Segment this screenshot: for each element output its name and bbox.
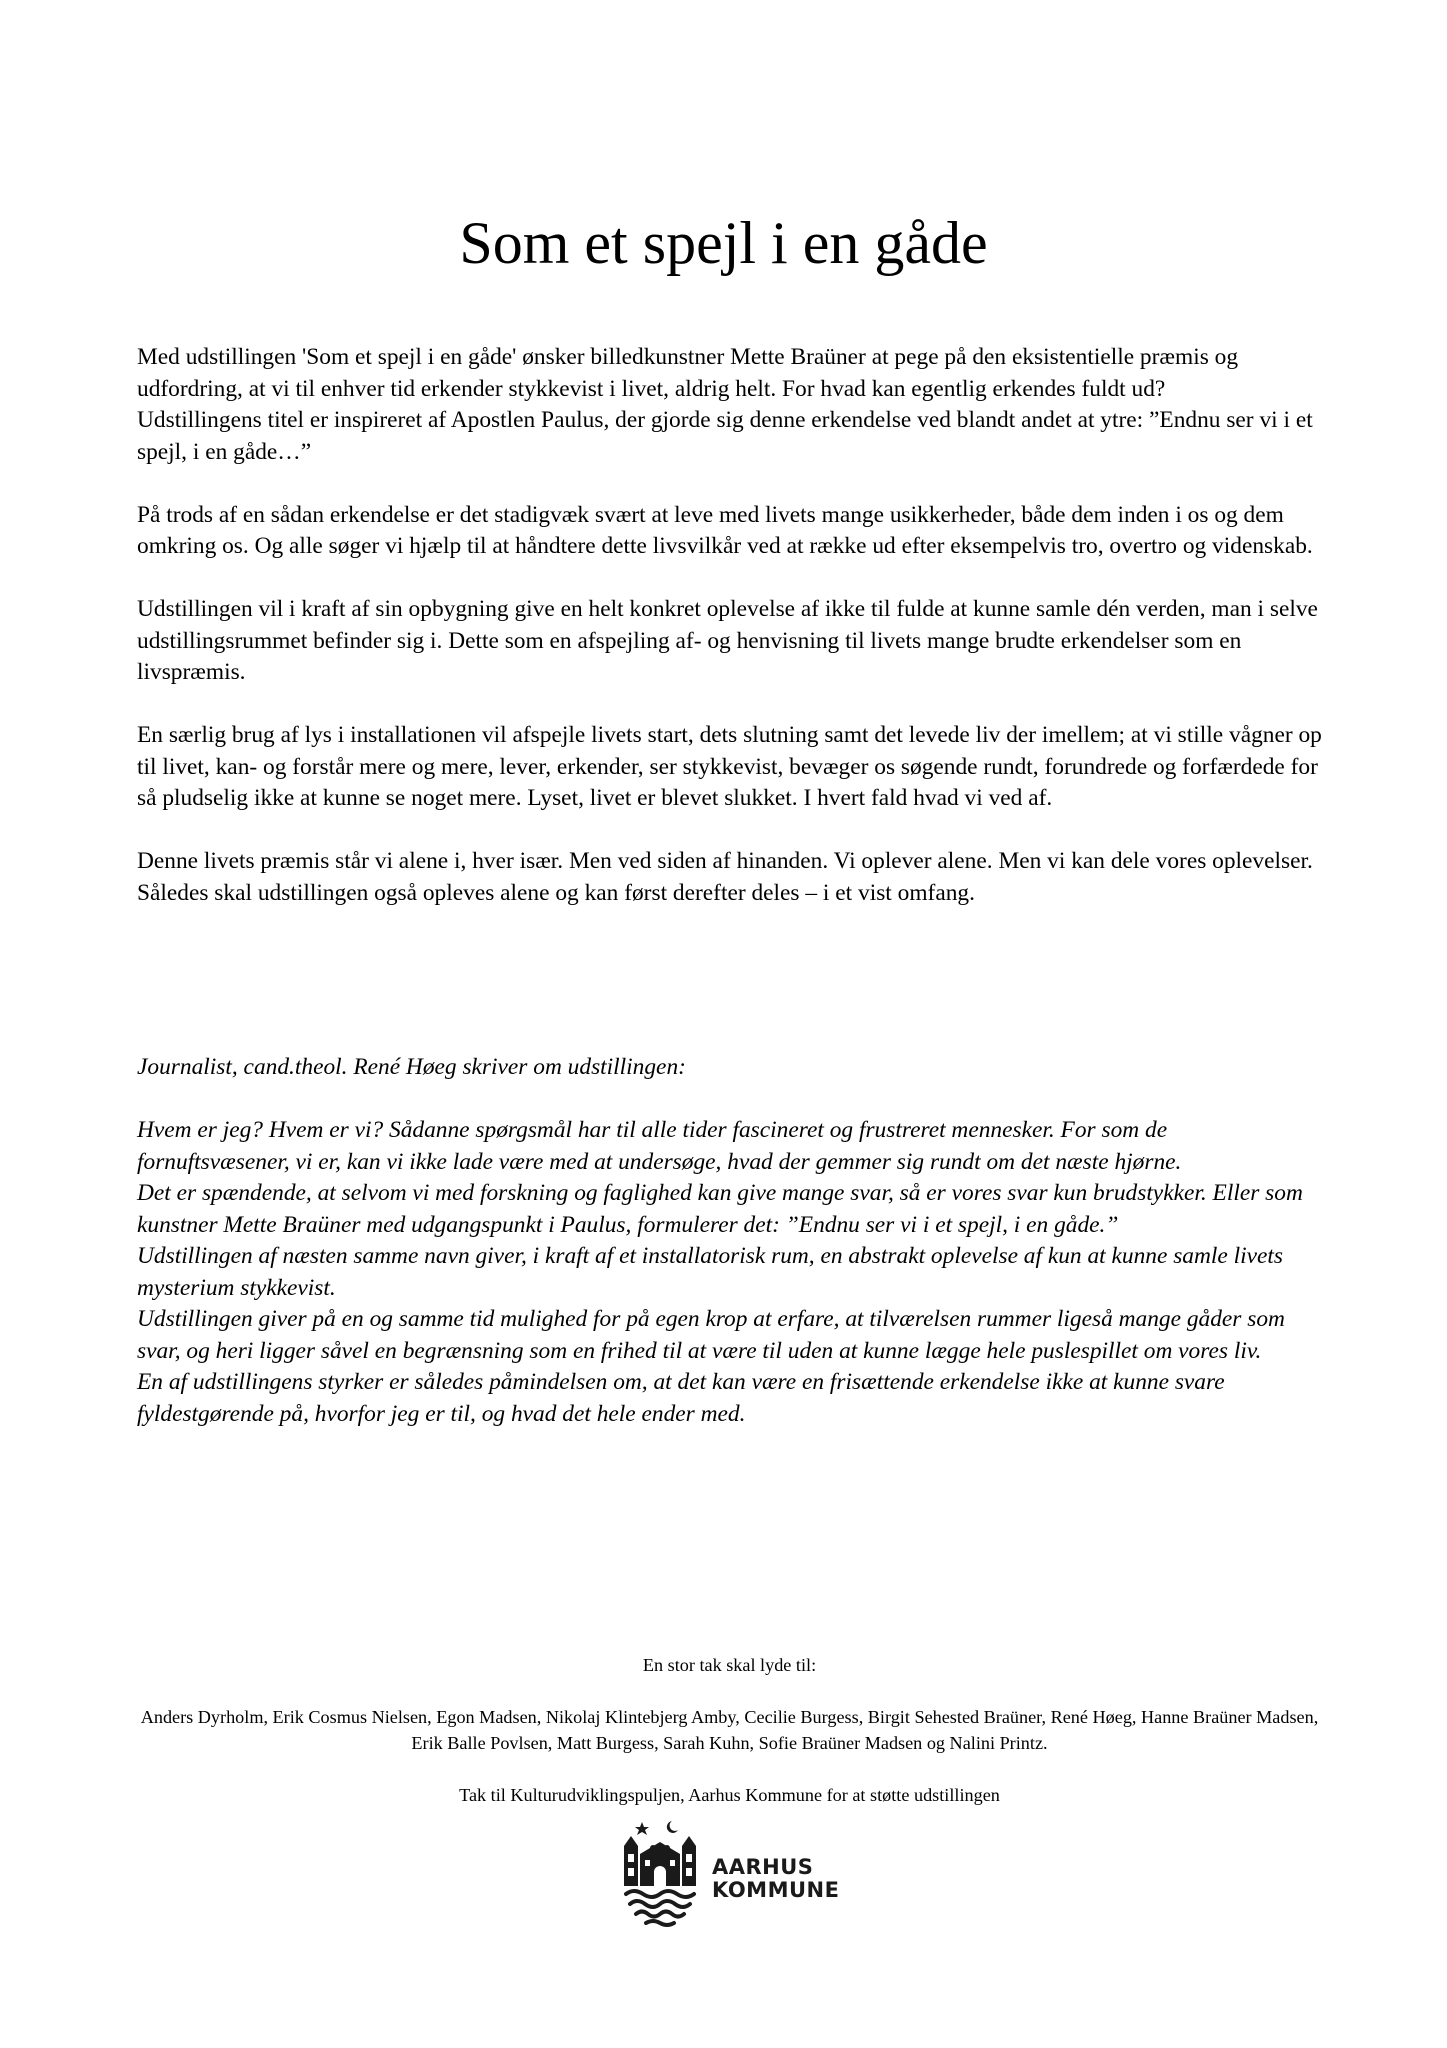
- logo-line-kommune: KOMMUNE: [712, 1878, 840, 1902]
- acknowledgements: [137, 1652, 1322, 1808]
- paragraph-title-origin: Udstillingens titel er inspireret af Apostlen Paulus, der gjorde sig denne erkendelse ved blandt andet at ytre: ”Endnu ser vi i et spejl, i en gåde…”: [137, 407, 1313, 465]
- logo-line-aarhus: AARHUS: [712, 1855, 814, 1879]
- paragraph-gap: [137, 563, 1322, 595]
- document-body: [137, 342, 1322, 909]
- paragraph-light: En særlig brug af lys i installationen vil afspejle livets start, dets slutning samt det levede liv der imellem; at vi stille vågner op til livet, kan- og forstår mere og mere, lever, erkender, ser stykkevist, bevæger os søgende rundt, forundrede og forfærdede for så pludselig ikke at kunne se noget mere. Lyset, livet er blevet slukket. I hvert fald hvad vi ved af.: [137, 722, 1322, 811]
- quote-line: Hvem er jeg? Hvem er vi? Sådanne spørgsmål har til alle tider fascineret og frustreret mennesker. For som de fornuftsvæsener, vi er, kan vi ikke lade være med at undersøge, hvad der gemmer sig rundt om det næste hjørne.: [137, 1117, 1182, 1175]
- paragraph-uncertainty: På trods af en sådan erkendelse er det stadigvæk svært at leve med livets mange usikkerheder, både dem inden i os og dem omkring os. Og alle søger vi hjælp til at håndtere dette livsvilkår ved at række ud efter eksempelvis tro, overtro og videnskab.: [137, 501, 1313, 559]
- document-title: Som et spejl i en gåde: [459, 210, 988, 276]
- paragraph-gap: [137, 689, 1322, 721]
- paragraph-gap: [137, 468, 1322, 500]
- paragraph-intro: Med udstillingen 'Som et spejl i en gåde' ønsker billedkunstner Mette Braüner at pege på den eksistentielle præmis og udfordring, at vi til enhver tid erkender stykkevist i livet, aldrig helt. For hvad kan egentlig erkendes fuldt ud?: [137, 344, 1239, 402]
- quote-line: Udstillingen af næsten samme navn giver, i kraft af et installatorisk rum, en abstrakt oplevelse af kun at kunne samle livets mysterium stykkevist.: [137, 1243, 1283, 1301]
- quote-line: Det er spændende, at selvom vi med forskning og faglighed kan give mange svar, så er vores svar kun brudstykker. Eller som kunstner Mette Braüner med udgangspunkt i Paulus, formulerer det: ”Endnu ser vi i et spejl, i en gåde.”: [137, 1180, 1303, 1238]
- quote-intro: Journalist, cand.theol. René Høeg skriver om udstillingen:: [137, 1054, 686, 1080]
- aarhus-coat-of-arms-icon: [620, 1818, 700, 1928]
- thanks-heading: En stor tak skal lyde til:: [642, 1655, 817, 1675]
- paragraph-alone: Denne livets præmis står vi alene i, hver især. Men ved siden af hinanden. Vi oplever alene. Men vi kan dele vores oplevelser. Således skal udstillingen også opleves alene og kan først derefter deles – i et vist omfang.: [137, 848, 1313, 906]
- paragraph-gap: [137, 1084, 1322, 1116]
- review-quote: [137, 1052, 1322, 1430]
- quote-line: Udstillingen giver på en og samme tid mulighed for på egen krop at erfare, at tilværelsen rummer ligeså mange gåder som svar, og heri ligger såvel en begrænsning som en frihed til at være til uden at kunne lægge hele puslespillet om vores liv.: [137, 1306, 1285, 1364]
- paragraph-gap: [137, 815, 1322, 847]
- aarhus-kommune-logo: [620, 1818, 840, 1928]
- thanks-sponsor: Tak til Kulturudviklingspuljen, Aarhus Kommune for at støtte udstillingen: [459, 1785, 1000, 1805]
- thanks-names: Anders Dyrholm, Erik Cosmus Nielsen, Egon Madsen, Nikolaj Klintebjerg Amby, Cecilie Burgess, Birgit Sehested Braüner, René Høeg, Hanne Braüner Madsen, Erik Balle Povlsen, Matt Burgess, Sarah Kuhn, Sofie Braüner Madsen og Nalini Printz.: [140, 1707, 1319, 1753]
- paragraph-structure: Udstillingen vil i kraft af sin opbygning give en helt konkret oplevelse af ikke til fulde at kunne samle dén verden, man i selve udstillingsrummet befinder sig i. Dette som en afspejling af- og henvisning til livets mange brudte erkendelser som en livspræmis.: [137, 596, 1318, 685]
- quote-line: En af udstillingens styrker er således påmindelsen om, at det kan være en frisættende erkendelse ikke at kunne svare fyldestgørende på, hvorfor jeg er til, og hvad det hele ender med.: [137, 1369, 1225, 1427]
- logo-wordmark: [712, 1856, 839, 1902]
